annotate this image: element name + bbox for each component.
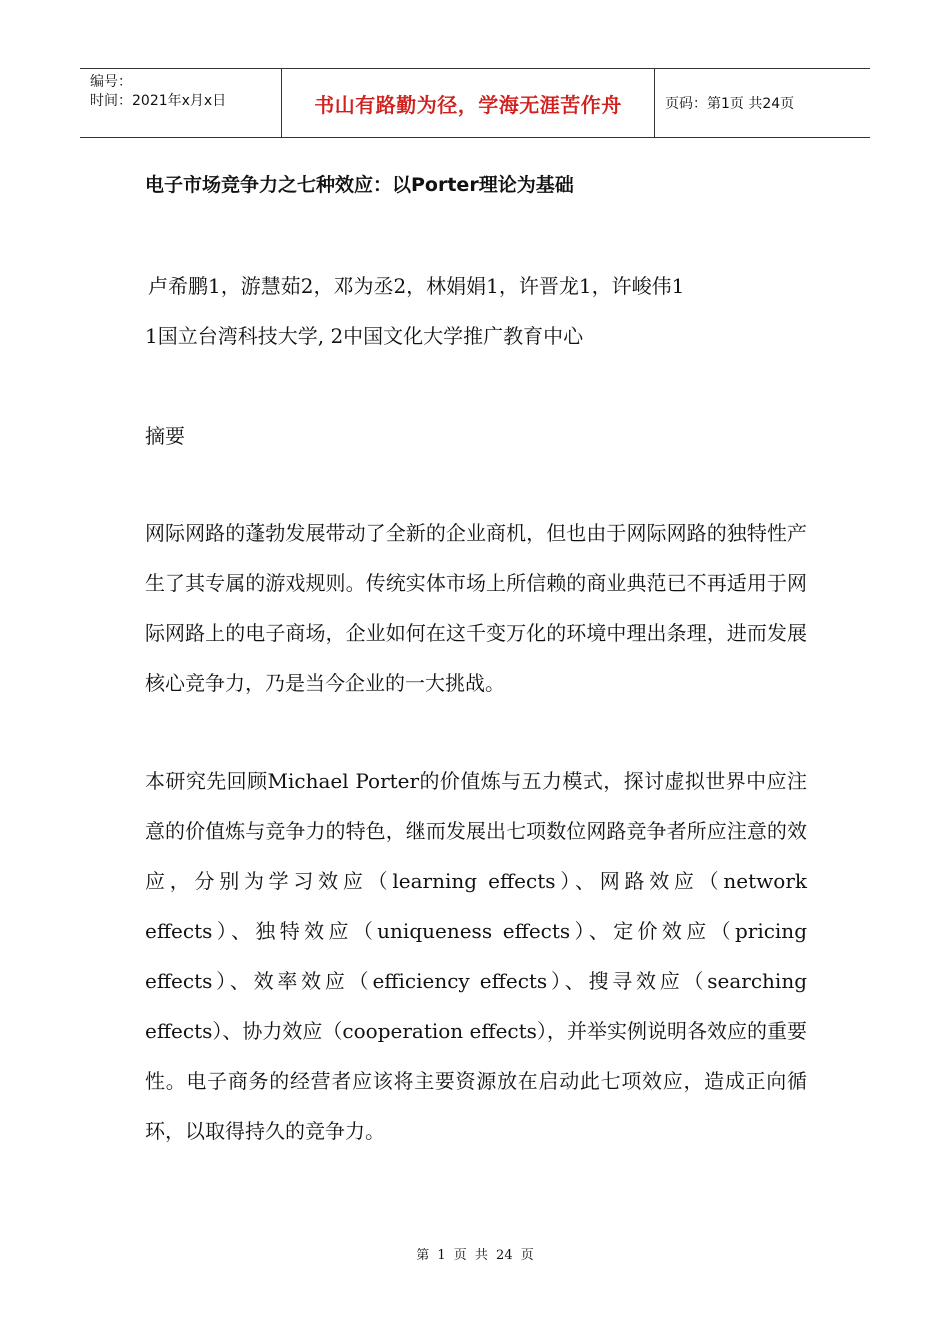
header-page-info: 页码：第1页 共24页 <box>665 96 795 112</box>
header-motto-cell <box>282 69 655 137</box>
document-header <box>80 68 870 138</box>
time-label: 时间：2021年x月x日 <box>90 93 227 109</box>
abstract-paragraph-2: 本研究先回顾Michael Porter的价值炼与五力模式，探讨虚拟世界中应注意的价值炼与竞争力的特色，继而发展出七项数位网路竞争者所应注意的效应，分别为学习效应（learning effects）、网路效应（network effects）、独特效应（uniqueness effects）、定价效应（pricing effects）、效率效应（efficiency effects）、搜寻效应（searching effects）、协力效应（cooperation effects），并举实例说明各效应的重要性。电子商务的经营者应该将主要资源放在启动此七项效应，造成正向循环，以取得持久的竞争力。 <box>145 769 807 1143</box>
page-footer: 第 1 页 共 24 页 <box>416 1248 534 1263</box>
affiliation-line: 1国立台湾科技大学, 2中国文化大学推广教育中心 <box>145 324 584 348</box>
abstract-heading: 摘要 <box>145 424 185 448</box>
author-list: 卢希鹏1，游慧茹2，邓为丞2，林娟娟1，许晋龙1，许峻伟1 <box>148 274 685 298</box>
number-label: 编号： <box>90 74 132 90</box>
header-page-cell <box>655 69 870 137</box>
motto-text: 书山有路勤为径，学海无涯苦作舟 <box>314 92 622 117</box>
abstract-paragraph-1: 网际网路的蓬勃发展带动了全新的企业商机，但也由于网际网路的独特性产生了其专属的游戏规则。传统实体市场上所信赖的商业典范已不再适用于网际网路上的电子商场，企业如何在这千变万化的环境中理出条理，进而发展核心竞争力，乃是当今企业的一大挑战。 <box>145 521 807 695</box>
header-meta-cell <box>80 69 282 137</box>
paper-title: 电子市场竞争力之七种效应：以Porter理论为基础 <box>145 174 574 196</box>
